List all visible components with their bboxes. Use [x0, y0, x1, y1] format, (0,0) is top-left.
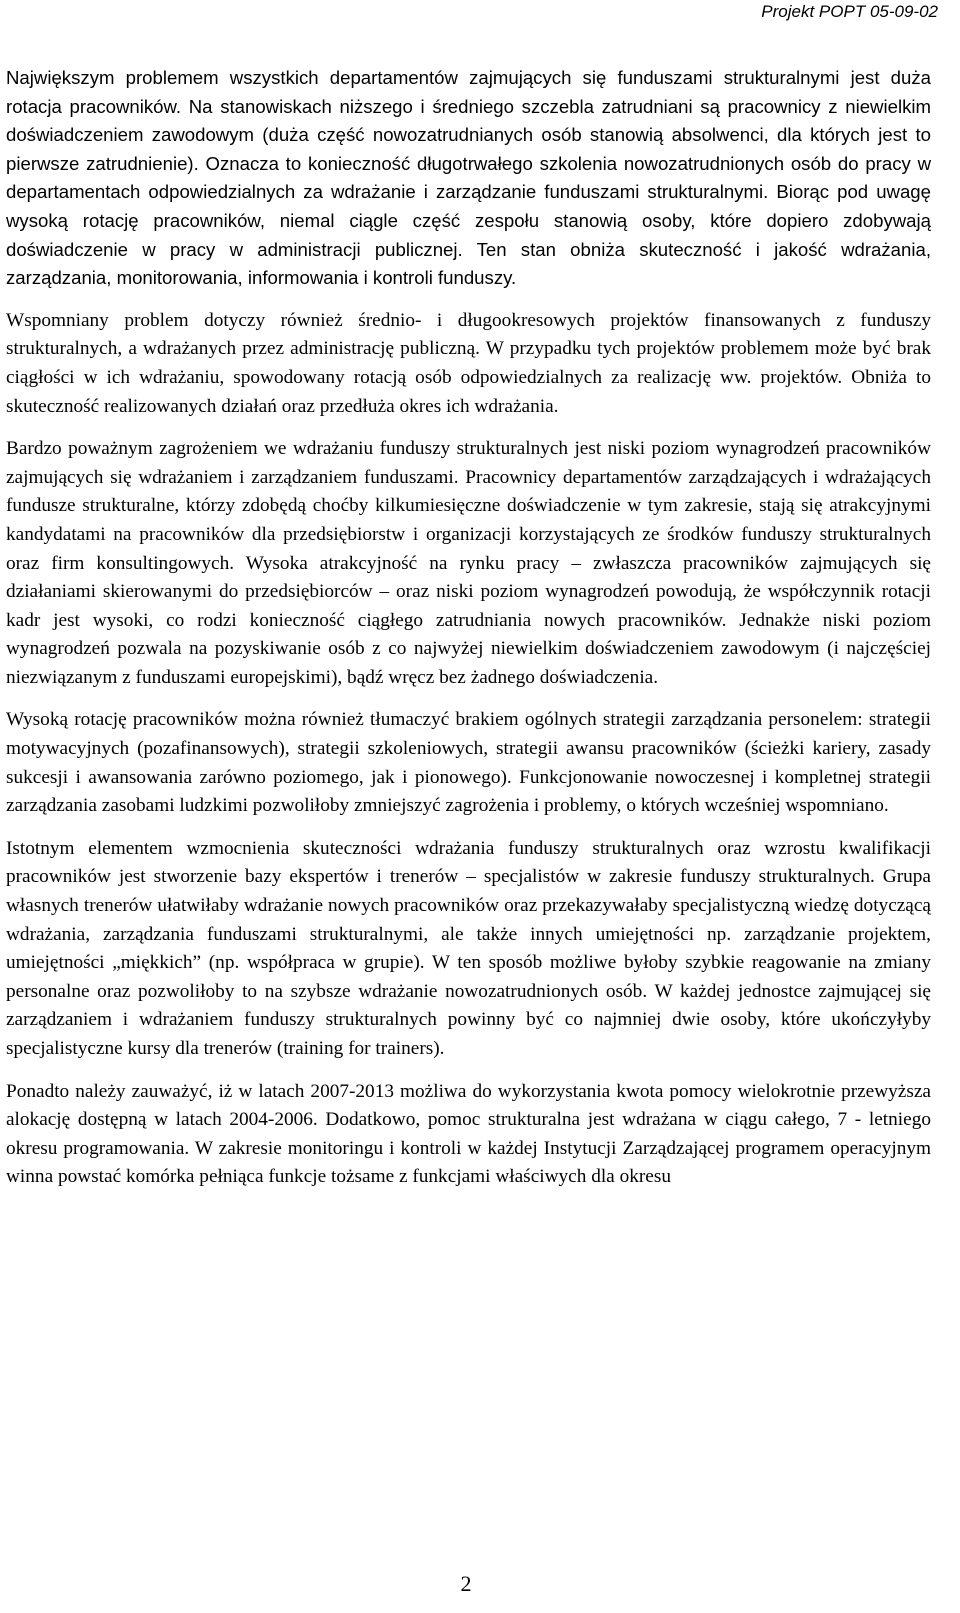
paragraph-staff-rotation: Największym problemem wszystkich departamentów zajmujących się funduszami strukturalnymi jest duża rotacja pracowników. Na stanowiskach niższego i średniego szczebla zatrudniani są pracownicy z niewielkim doświadczeniem zawodowym (duża część nowozatrudnianych osób stanowią absolwenci, dla których jest to pierwsze zatrudnienie). Oznacza to konieczność długotrwałego szkolenia nowozatrudnionych osób do pracy w departamentach odpowiedzialnych za wdrażanie i zarządzanie funduszami strukturalnymi. Biorąc pod uwagę wysoką rotację pracowników, niemal ciągle część zespołu stanowią osoby, które dopiero zdobywają doświadczenie w pracy w administracji publicznej. Ten stan obniża skuteczność i jakość wdrażania, zarządzania, monitorowania, informowania i kontroli funduszy. — [6, 67, 931, 289]
paragraph-trainers-base: Istotnym elementem wzmocnienia skuteczności wdrażania funduszy strukturalnych oraz wzrostu kwalifikacji pracowników jest stworzenie bazy ekspertów i trenerów – specjalistów w zakresie funduszy strukturalnych. Grupa własnych trenerów ułatwiłaby wdrażanie nowych pracowników oraz przekazywałaby specjalistyczną wiedzę dotyczącą wdrażania, zarządzania funduszami strukturalnymi, ale także innych umiejętności np. zarządzanie projektem, umiejętności „miękkich” (np. współpraca w grupie). W ten sposób możliwe byłoby szybkie reagowanie na zmiany personalne oraz pozwoliłoby to na szybsze wdrażanie nowozatrudnionych osób. W każdej jednostce zajmującej się zarządzaniem i wdrażaniem funduszy strukturalnych powinny być co najmniej dwie osoby, które ukończyłyby specjalistyczne kursy dla trenerów (training for trainers). — [6, 837, 931, 1059]
paragraph-hr-strategy: Wysoką rotację pracowników można również tłumaczyć brakiem ogólnych strategii zarządzania personelem: strategii motywacyjnych (pozafinansowych), strategii szkoleniowych, strategii awansu pracowników (ścieżki kariery, zasady sukcesji i awansowania zarówno poziomego, jak i pionowego). Funkcjonowanie nowoczesnej i kompletnej strategii zarządzania zasobami ludzkimi pozwoliłoby zmniejszyć zagrożenia i problemy, o których wcześniej wspomniano. — [6, 709, 931, 817]
page-header: Projekt POPT 05-09-02 — [761, 2, 938, 21]
paragraph-long-term-projects: Wspomniany problem dotyczy również średnio- i długookresowych projektów finansowanych z funduszy strukturalnych, a wdrażanych przez administrację publiczną. W przypadku tych projektów problemem może być brak ciągłości w ich wdrażaniu, spowodowany rotacją osób odpowiedzialnych za realizację ww. projektów. Obniża to skuteczność realizowanych działań oraz przedłuża okres ich wdrażania. — [6, 309, 931, 417]
paragraph-funding-allocation: Ponadto należy zauważyć, iż w latach 2007-2013 możliwa do wykorzystania kwota pomocy wielokrotnie przewyższa alokację dostępną w latach 2004-2006. Dodatkowo, pomoc strukturalna jest wdrażana w ciągu całego, 7 - letniego okresu programowania. W zakresie monitoringu i kontroli w każdej Instytucji Zarządzającej programem operacyjnym winna powstać komórka pełniąca funkcje tożsame z funkcjami właściwych dla okresu — [6, 1080, 931, 1188]
document-body — [6, 64, 931, 1192]
page-number: 2 — [460, 1571, 472, 1596]
paragraph-low-wages: Bardzo poważnym zagrożeniem we wdrażaniu funduszy strukturalnych jest niski poziom wynagrodzeń pracowników zajmujących się wdrażaniem i zarządzaniem funduszami. Pracownicy departamentów zarządzających i wdrażających fundusze strukturalne, którzy zdobędą choćby kilkumiesięczne doświadczenie w tym zakresie, stają się atrakcyjnymi kandydatami na pracowników dla przedsiębiorstw i organizacji korzystających ze środków funduszy strukturalnych oraz firm konsultingowych. Wysoka atrakcyjność na rynku pracy – zwłaszcza pracowników zajmujących się działaniami skierowanymi do przedsiębiorców – oraz niski poziom wynagrodzeń powodują, że współczynnik rotacji kadr jest wysoki, co rodzi konieczność ciągłego zatrudniania nowych pracowników. Jednakże niski poziom wynagrodzeń pozwala na pozyskiwanie osób z co najwyżej niewielkim doświadczeniem zawodowym (i najczęściej niezwiązanym z funduszami europejskimi), bądź wręcz bez żadnego doświadczenia. — [6, 438, 931, 688]
